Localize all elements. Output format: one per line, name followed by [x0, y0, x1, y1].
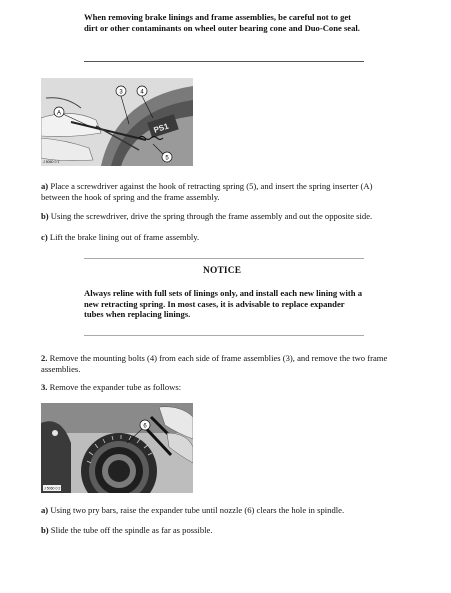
- step-label: a): [41, 505, 49, 515]
- notice-top-divider: [84, 258, 364, 259]
- figure-2-id: J 5060 0 2: [44, 486, 61, 491]
- step-b-slide-tube: [41, 525, 401, 536]
- callout-3: [116, 86, 126, 96]
- step-2-remove-bolts: [41, 353, 397, 374]
- svg-text:4: 4: [140, 89, 144, 96]
- figure-1-drawing: [41, 78, 193, 166]
- step-c-lift-lining: [41, 232, 401, 243]
- step-a-raise-tube: [41, 505, 421, 516]
- step-3-remove-expander-tube: [41, 382, 397, 393]
- svg-text:6: 6: [143, 423, 147, 430]
- callout-a: [54, 107, 64, 117]
- callout-6: [140, 420, 150, 430]
- step-text: Using two pry bars, raise the expander tube until nozzle (6) clears the hole in spindle.: [48, 505, 345, 515]
- figure-expander-tube-removal: [41, 403, 193, 493]
- svg-text:PS1: PS1: [152, 121, 170, 135]
- caution-divider: [84, 61, 364, 62]
- notice-text: Always reline with full sets of linings only, and install each new lining with a new retracting spring. In most cases, it is advisable to replace expander tubes when replacing linings.: [84, 288, 362, 319]
- figure-2-drawing: [41, 403, 193, 493]
- figure-brake-lining-removal: [41, 78, 193, 166]
- step-label: 3.: [41, 382, 48, 392]
- step-text: Using the screwdriver, drive the spring through the frame assembly and out the opposite side.: [48, 211, 373, 221]
- step-text: Remove the expander tube as follows:: [47, 382, 182, 392]
- step-a-place-screwdriver: [41, 181, 401, 202]
- step-label: 2.: [41, 353, 48, 363]
- step-text: Slide the tube off the spindle as far as possible.: [48, 525, 213, 535]
- step-label: b): [41, 525, 49, 535]
- step-b-drive-spring: [41, 211, 421, 222]
- step-label: a): [41, 181, 49, 191]
- svg-text:A: A: [56, 110, 62, 117]
- step-label: b): [41, 211, 49, 221]
- callout-4: [137, 86, 147, 96]
- callout-5: [162, 152, 172, 162]
- caution-text: When removing brake linings and frame assemblies, be careful not to get dirt or other contaminants on wheel outer bearing cone and Duo-Cone seal.: [84, 12, 360, 33]
- svg-text:3: 3: [119, 89, 123, 96]
- notice-title: NOTICE: [203, 266, 242, 276]
- notice-bottom-divider: [84, 335, 364, 336]
- step-text: Place a screwdriver against the hook of retracting spring (5), and insert the spring inserter (A) between the hook of spring and the frame assembly.: [41, 181, 373, 202]
- step-label: c): [41, 232, 48, 242]
- svg-text:5: 5: [165, 155, 169, 162]
- figure-1-id: J 5060 0 1: [43, 160, 60, 164]
- step-text: Remove the mounting bolts (4) from each side of frame assemblies (3), and remove the two frame assemblies.: [41, 353, 388, 374]
- step-text: Lift the brake lining out of frame assembly.: [47, 232, 200, 242]
